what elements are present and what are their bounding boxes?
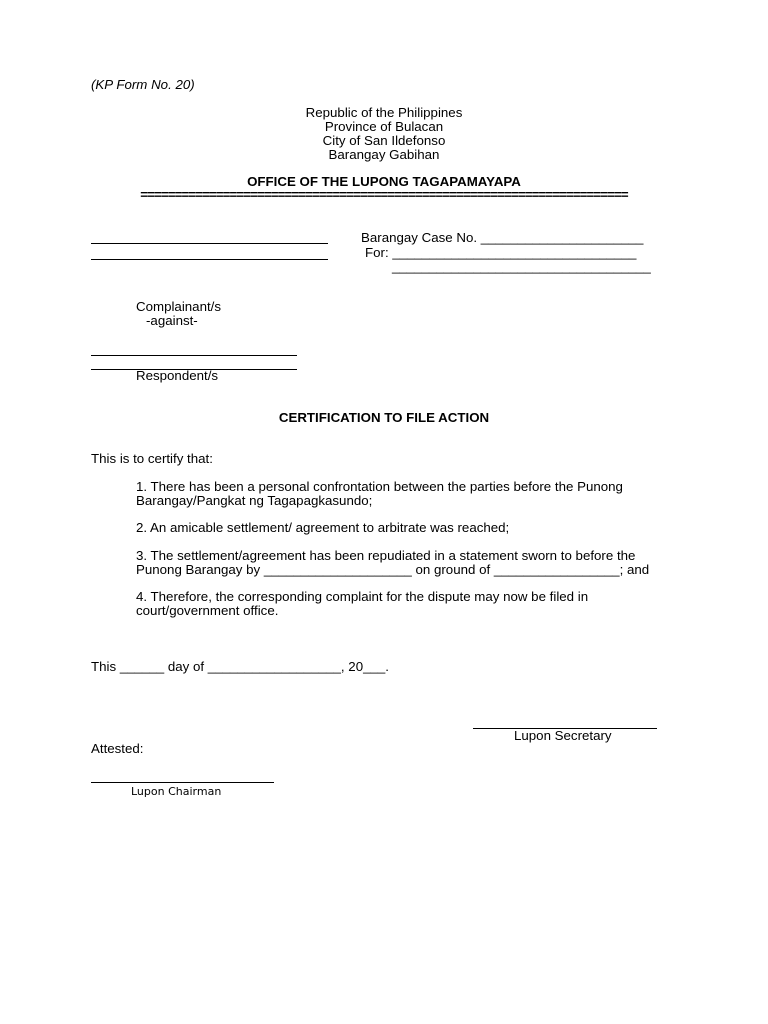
header-city: City of San Ildefonso	[322, 133, 446, 148]
form-number: (KP Form No. 20)	[91, 77, 195, 92]
complainant-name-line-2[interactable]	[91, 259, 328, 260]
date-line[interactable]: This ______ day of __________________, 20___.	[91, 659, 389, 674]
case-number-field[interactable]: Barangay Case No. ______________________	[361, 230, 644, 245]
item-1-line-1: 1. There has been a personal confrontation between the parties before the Punong	[136, 479, 623, 494]
against-label: -against-	[146, 313, 198, 328]
item-4-line-2: court/government office.	[136, 603, 279, 618]
item-1-line-2: Barangay/Pangkat ng Tagapagkasundo;	[136, 493, 373, 508]
certification-title: CERTIFICATION TO FILE ACTION	[278, 410, 490, 425]
item-4-line-1: 4. Therefore, the corresponding complaint for the dispute may now be filed in	[136, 589, 589, 604]
case-for-field[interactable]: For: _________________________________	[365, 245, 637, 260]
chairman-signature-line[interactable]	[91, 782, 274, 783]
header-province: Province of Bulacan	[324, 119, 444, 134]
item-2-line-1: 2. An amicable settlement/ agreement to arbitrate was reached;	[136, 520, 510, 535]
header-republic: Republic of the Philippines	[305, 105, 463, 120]
secretary-label: Lupon Secretary	[514, 728, 612, 743]
intro-text: This is to certify that:	[91, 451, 213, 466]
case-for-line-2[interactable]: ___________________________________	[392, 259, 651, 274]
attested-label: Attested:	[91, 741, 144, 756]
complainant-label: Complainant/s	[136, 299, 221, 314]
complainant-name-line-1[interactable]	[91, 243, 328, 244]
item-3-line-2[interactable]: Punong Barangay by ____________________ on ground of _________________; and	[136, 562, 650, 577]
header-barangay: Barangay Gabihan	[328, 147, 440, 162]
office-title: OFFICE OF THE LUPONG TAGAPAMAYAPA	[247, 174, 521, 189]
chairman-label: Lupon Chairman	[131, 785, 222, 798]
title-divider: =======================================================================	[140, 187, 628, 202]
item-3-line-1: 3. The settlement/agreement has been repudiated in a statement sworn to before the	[136, 548, 636, 563]
respondent-name-line-1[interactable]	[91, 355, 297, 356]
respondent-label: Respondent/s	[136, 368, 219, 383]
